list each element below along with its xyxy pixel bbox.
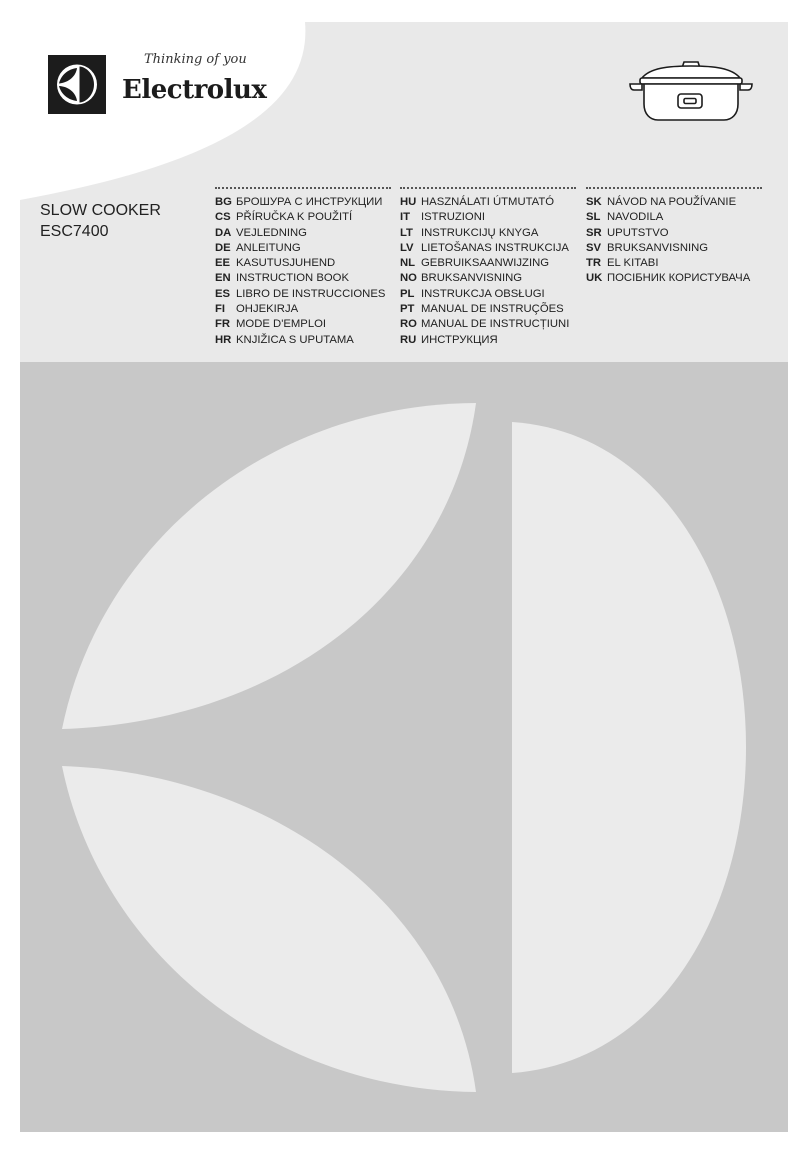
language-code: EN xyxy=(215,272,231,285)
language-code: NL xyxy=(400,257,416,270)
manual-title: EL KITABI xyxy=(607,257,659,270)
language-row xyxy=(400,333,576,348)
manual-title: INSTRUKCJA OBSŁUGI xyxy=(421,287,545,300)
language-row xyxy=(215,302,391,317)
language-row xyxy=(215,210,391,225)
language-code: PL xyxy=(400,287,415,300)
brand-tagline: Thinking of you xyxy=(144,52,247,67)
manual-title: BRUKSANVISNING xyxy=(607,241,709,254)
manual-title: NÁVOD NA POUŽÍVANIE xyxy=(607,196,737,208)
manual-title: MANUAL DE INSTRUCȚIUNI xyxy=(421,318,570,331)
language-row xyxy=(215,256,391,271)
language-row xyxy=(400,226,576,241)
manual-title: ИНСТРУКЦИЯ xyxy=(421,333,498,346)
language-code: SV xyxy=(586,241,602,254)
language-code: NO xyxy=(400,272,417,285)
dotted-divider xyxy=(215,187,391,189)
manual-title: ISTRUZIONI xyxy=(421,211,486,224)
manual-title: LIBRO DE INSTRUCCIONES xyxy=(236,287,386,300)
language-row xyxy=(586,256,762,271)
language-code: HU xyxy=(400,196,417,208)
language-row xyxy=(215,333,391,348)
manual-title: VEJLEDNING xyxy=(236,226,307,239)
language-column-3 xyxy=(586,187,762,287)
language-code: SK xyxy=(586,196,602,208)
language-code: CS xyxy=(215,211,231,224)
language-code: BG xyxy=(215,196,232,208)
manual-title: MODE D'EMPLOI xyxy=(236,318,327,331)
language-row xyxy=(400,287,576,302)
manual-title: OHJEKIRJA xyxy=(236,303,299,316)
language-row xyxy=(400,256,576,271)
manual-title: ПОСІБНИК КОРИСТУВАЧА xyxy=(607,272,751,285)
language-row xyxy=(586,241,762,256)
language-code: DE xyxy=(215,241,231,254)
language-row xyxy=(586,210,762,225)
manual-title: INSTRUCTION BOOK xyxy=(236,272,349,285)
language-row xyxy=(400,241,576,256)
emblem-upper-leaf xyxy=(62,403,476,729)
emblem-lower-leaf xyxy=(62,766,476,1092)
product-type: SLOW COOKER xyxy=(40,202,161,219)
language-row xyxy=(400,317,576,332)
product-info xyxy=(40,200,161,242)
manual-title: ANLEITUNG xyxy=(236,241,301,254)
dotted-divider xyxy=(400,187,576,189)
language-code: SL xyxy=(586,211,601,224)
brand-name: Electrolux xyxy=(122,75,267,105)
language-row xyxy=(215,241,391,256)
language-row xyxy=(215,226,391,241)
language-row xyxy=(400,210,576,225)
language-row xyxy=(586,226,762,241)
language-code: LV xyxy=(400,241,414,254)
language-code: PT xyxy=(400,303,415,316)
language-list-1 xyxy=(215,195,391,348)
manual-title: KASUTUSJUHEND xyxy=(236,257,336,270)
manual-title: БРОШУРА С ИНСТРУКЦИИ xyxy=(236,196,383,208)
language-code: IT xyxy=(400,211,411,224)
language-code: UK xyxy=(586,272,603,285)
manual-title: PŘÍRUČKA K POUŽITÍ xyxy=(236,211,353,224)
manual-title: MANUAL DE INSTRUÇÕES xyxy=(421,303,564,316)
language-code: ES xyxy=(215,287,231,300)
language-code: SR xyxy=(586,226,602,239)
emblem-right-half xyxy=(512,422,746,1073)
electrolux-logo-icon xyxy=(48,55,106,114)
language-row xyxy=(215,271,391,286)
manual-title: HASZNÁLATI ÚTMUTATÓ xyxy=(421,196,555,208)
language-row xyxy=(400,271,576,286)
language-column-2 xyxy=(400,187,576,348)
cover-page xyxy=(20,22,788,1132)
language-code: FI xyxy=(215,303,226,316)
language-row xyxy=(215,317,391,332)
language-row xyxy=(586,271,762,286)
language-row xyxy=(400,195,576,210)
language-code: DA xyxy=(215,226,232,239)
manual-title: KNJIŽICA S UPUTAMA xyxy=(236,333,354,346)
language-code: HR xyxy=(215,333,232,346)
language-code: LT xyxy=(400,226,413,239)
manual-title: INSTRUKCIJŲ KNYGA xyxy=(421,226,539,239)
language-code: EE xyxy=(215,257,231,270)
manual-title: LIETOŠANAS INSTRUKCIJA xyxy=(421,241,569,254)
language-code: TR xyxy=(586,257,602,270)
language-row xyxy=(215,287,391,302)
language-row xyxy=(586,195,762,210)
language-list-3 xyxy=(586,195,762,287)
language-list-2 xyxy=(400,195,576,348)
manual-title: NAVODILA xyxy=(607,211,664,224)
manual-title: GEBRUIKSAANWIJZING xyxy=(421,257,550,270)
language-code: RO xyxy=(400,318,417,331)
slow-cooker-icon xyxy=(628,54,754,126)
manual-title: UPUTSTVO xyxy=(607,226,669,239)
product-model: ESC7400 xyxy=(40,223,109,240)
language-code: RU xyxy=(400,333,417,346)
language-row xyxy=(400,302,576,317)
language-column-1 xyxy=(215,187,391,348)
manual-title: BRUKSANVISNING xyxy=(421,272,523,285)
language-code: FR xyxy=(215,318,231,331)
language-row xyxy=(215,195,391,210)
dotted-divider xyxy=(586,187,762,189)
